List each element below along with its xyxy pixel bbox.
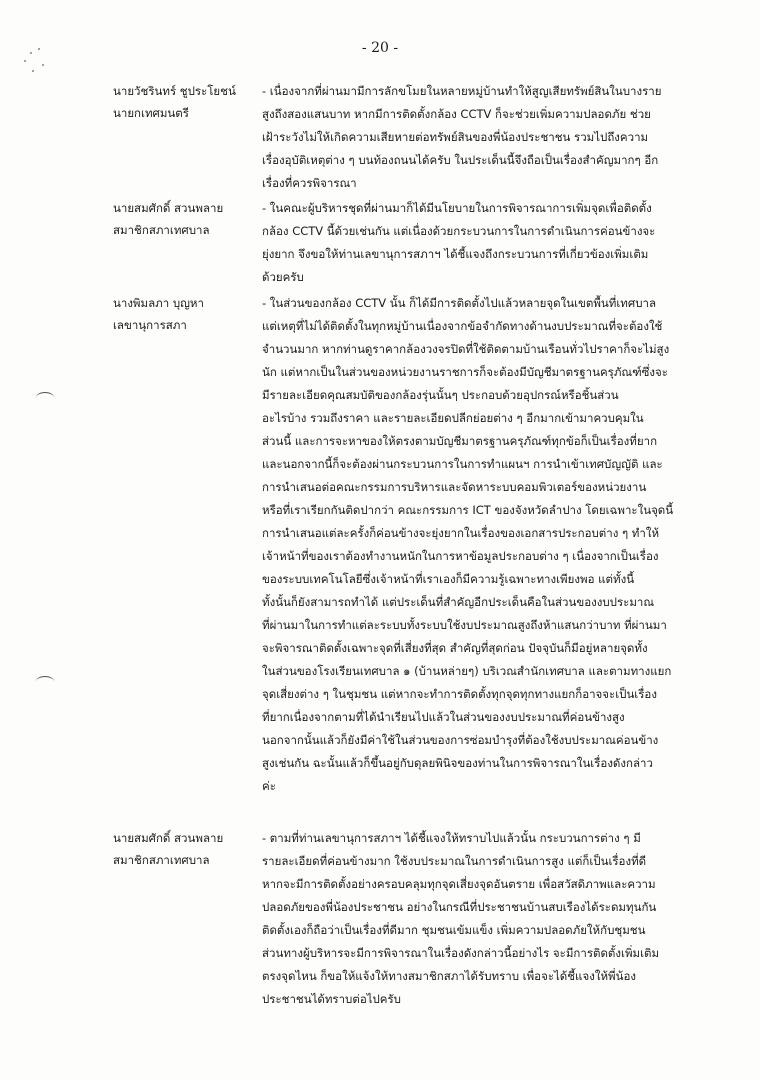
text-line: การนำเสนอต่อคณะกรรมการบริหารและจัดหาระบบคอมพิวเตอร์ของหน่วยงาน — [262, 480, 647, 494]
text-line: และนอกจากนี้ก็จะต้องผ่านกระบวนการในการทำแผนฯ การนำเข้าเทศบัญญัติ และ — [262, 457, 663, 471]
speech-text — [262, 197, 688, 289]
text-line: เรื่องที่ควรพิจารณา — [262, 176, 357, 190]
text-line: ติดตั้งเองก็ถือว่าเป็นเรื่องที่ดีมาก ชุมชนเข้มแข็ง เพิ่มความปลอดภัยให้กับชุมชน — [262, 923, 646, 937]
text-line: อะไรบ้าง รวมถึงราคา และรายละเอียดปลีกย่อยต่าง ๆ อีกมากเข้ามาควบคุมใน — [262, 411, 644, 425]
speaker-name: นายสมศักดิ์ สวนพลาย — [113, 831, 224, 845]
text-line: มีรายละเอียดคุณสมบัติของกล้องรุ่นนั้นๆ ประกอบด้วยอุปกรณ์หรือชิ้นส่วน — [262, 388, 619, 402]
speaker-block — [113, 80, 263, 124]
text-line: หากจะมีการติดตั้งอย่างครอบคลุมทุกจุดเสี่ยงจุดอันตราย เพื่อสวัสดิภาพและความ — [262, 877, 656, 891]
text-line: ส่วนนี้ และการจะหาของให้ตรงตามบัญชีมาตรฐานครุภัณฑ์ทุกข้อก็เป็นเรื่องที่ยาก — [262, 434, 658, 448]
speech-text — [262, 292, 688, 798]
text-line: ยุ่งยาก จึงขอให้ท่านเลขานุการสภาฯ ได้ชี้แจงถึงกระบวนการที่เกี่ยวข้องเพิ่มเติม — [262, 247, 649, 261]
speaker-block — [113, 197, 263, 241]
speaker-name: นางพิมลภา บุญหา — [113, 296, 204, 310]
text-line: ของระบบเทคโนโลยีซึ่งเจ้าหน้าที่เราเองก็มีความรู้เฉพาะทางเพียงพอ แต่ทั้งนี้ — [262, 572, 635, 586]
text-line: เฝ้าระวังไม่ให้เกิดความเสียหายต่อทรัพย์สินของพี่น้องประชาชน รวมไปถึงความ — [262, 130, 649, 144]
text-line: - เนื่องจากที่ผ่านมามีการลักขโมยในหลายหมู่บ้านทำให้สูญเสียทรัพย์สินในบางราย — [262, 84, 662, 98]
text-line: ตรงจุดไหน ก็ขอให้แจ้งให้ทางสมาชิกสภาได้รับทราบ เพื่อจะได้ชี้แจงให้พี่น้อง — [262, 969, 636, 983]
speaker-name: นายสมศักดิ์ สวนพลาย — [113, 201, 224, 215]
text-line: ค่ะ — [262, 779, 276, 793]
text-line: นอกจากนั้นแล้วก็ยังมีค่าใช้ในส่วนของการซ่อมบำรุงที่ต้องใช้งบประมาณค่อนข้าง — [262, 733, 659, 747]
text-line: ส่วนทางผู้บริหารจะมีการพิจารณาในเรื่องดังกล่าวนี้อย่างไร จะมีการติดตั้งเพิ่มเติม — [262, 946, 660, 960]
text-line: นัก แต่หากเป็นในส่วนของหน่วยงานราชการก็จะต้องมีบัญชีมาตรฐานครุภัณฑ์ซึ่งจะ — [262, 365, 668, 379]
text-line: - ในส่วนของกล้อง CCTV นั้น ก็ได้มีการติดตั้งไปแล้วหลายจุดในเขตพื้นที่เทศบาล — [262, 296, 656, 310]
page-number: - 20 - — [361, 40, 399, 56]
text-line: ที่ผ่านมาในการทำแต่ละระบบทั้งระบบใช้งบประมาณสูงถึงห้าแสนกว่าบาท ที่ผ่านมา — [262, 618, 667, 632]
speech-text — [262, 827, 688, 1011]
text-line: สูงถึงสองแสนบาท หากมีการติดตั้งกล้อง CCTV ก็จะช่วยเพิ่มความปลอดภัย ช่วย — [262, 107, 651, 121]
text-line: สูงเช่นกัน ฉะนั้นแล้วก็ขึ้นอยู่กับดุลยพินิจของท่านในการพิจารณาในเรื่องดังกล่าว — [262, 756, 653, 770]
text-line: ในส่วนของโรงเรียนเทศบาล ๑ (บ้านหล่ายๆ) บริเวณสำนักเทศบาล และตามทางแยก — [262, 664, 672, 678]
text-line: จุดเสี่ยงต่าง ๆ ในชุมชน แต่หากจะทำการติดตั้งทุกจุดทุกทางแยกก็อาจจะเป็นเรื่อง — [262, 687, 657, 701]
text-line: การนำเสนอแต่ละครั้งก็ค่อนข้างจะยุ่งยากในเรื่องของเอกสารประกอบต่าง ๆ ทำให้ — [262, 526, 660, 540]
text-line: จะพิจารณาติดตั้งเฉพาะจุดที่เสี่ยงที่สุด สำคัญที่สุดก่อน ปัจจุบันก็มีอยู่หลายจุดทั้ง — [262, 641, 648, 655]
text-line: รายละเอียดที่ค่อนข้างมาก ใช้งบประมาณในการดำเนินการสูง แต่ก็เป็นเรื่องที่ดี — [262, 854, 647, 868]
text-line: จำนวนมาก หากท่านดูราคากล้องวงจรปิดที่ใช้ติดตามบ้านเรือนทั่วไปราคาก็จะไม่สูง — [262, 342, 670, 356]
text-line: กล้อง CCTV นี้ด้วยเช่นกัน แต่เนื่องด้วยกระบวนการในการดำเนินการค่อนข้างจะ — [262, 224, 656, 238]
speaker-position: สมาชิกสภาเทศบาล — [113, 223, 210, 237]
punch-hole-mark — [36, 676, 54, 687]
speaker-position: สมาชิกสภาเทศบาล — [113, 853, 210, 867]
text-line: เจ้าหน้าที่ของเราต้องทำงานหนักในการหาข้อมูลประกอบต่าง ๆ เนื่องจากเป็นเรื่อง — [262, 549, 659, 563]
text-line: ที่ยากเนื่องจากตามที่ได้นำเรียนไปแล้วในส่วนของงบประมาณที่ค่อนข้างสูง — [262, 710, 625, 724]
text-line: ปลอดภัยของพี่น้องประชาชน อย่างในกรณีที่ประชาชนบ้านสบเรืองได้ระดมทุนกัน — [262, 900, 657, 914]
text-line: - ตามที่ท่านเลขานุการสภาฯ ได้ชี้แจงให้ทราบไปแล้วนั้น กระบวนการต่าง ๆ มี — [262, 831, 641, 845]
text-line: หรือที่เราเรียกกันติดปากว่า คณะกรรมการ ICT ของจังหวัดลำปาง โดยเฉพาะในจุดนี้ — [262, 503, 674, 517]
speaker-position: นายกเทศมนตรี — [113, 106, 189, 120]
text-line: เรื่องอุบัติเหตุต่าง ๆ บนท้องถนนได้ครับ ในประเด็นนี้จึงถือเป็นเรื่องสำคัญมากๆ อีก — [262, 153, 659, 167]
punch-hole-mark — [36, 392, 54, 403]
speaker-name: นายวัชรินทร์ ชูประโยชน์ — [113, 84, 236, 98]
text-line: ประชาชนได้ทราบต่อไปครับ — [262, 992, 401, 1006]
text-line: ทั้งนั้นก็ยังสามารถทำได้ แต่ประเด็นที่สำคัญอีกประเด็นคือในส่วนของงบประมาณ — [262, 595, 655, 609]
text-line: แต่เหตุที่ไม่ได้ติดตั้งในทุกหมู่บ้านเนื่องจากข้อจำกัดทางด้านงบประมาณที่จะต้องใช้ — [262, 319, 663, 333]
speaker-position: เลขานุการสภา — [113, 318, 187, 332]
text-line: - ในคณะผู้บริหารชุดที่ผ่านมาก็ได้มีนโยบายในการพิจารณาการเพิ่มจุดเพื่อติดตั้ง — [262, 201, 652, 215]
speaker-block — [113, 827, 263, 871]
text-line: ด้วยครับ — [262, 270, 304, 284]
speech-text — [262, 80, 688, 195]
speaker-block — [113, 292, 263, 336]
